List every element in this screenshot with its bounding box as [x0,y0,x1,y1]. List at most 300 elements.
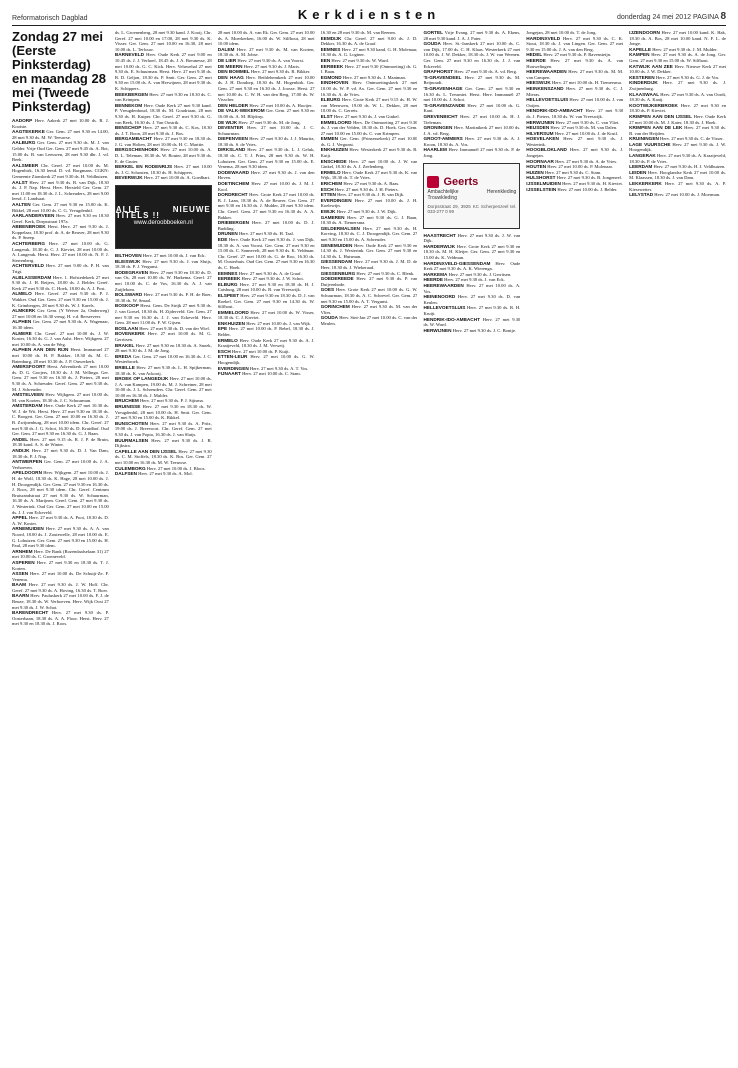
service-listing [321,36,418,47]
service-listing [115,438,212,449]
place-name: AALST [12,179,28,185]
service-listing [321,259,418,270]
service-listing [115,404,212,421]
service-details: Herv. 27 mei 10.00 ds. A. Vos. [423,283,521,294]
service-details: Herv. 27 mei 9.30 ds. A. de Vries. [555,158,618,164]
column-2 [115,30,212,1062]
service-details: Herv. Grote Kerk 27 mei 10.00 ds. G. W. Schuurman, 18.30 ds. A. C. Schrevel. Ger. Gem. 27 mei 9.30 en 15.00 ds. A. T. Vergunst. [320,287,418,304]
service-details: Herv. Grote Kerk 27 mei 9.30 en 18.30 ds. M. H. Kleijer. Ger. Gem. 27 mei 9.30 en 15.00 ds. K. Veldman. [423,243,521,261]
place-name: HEUSDEN [526,125,550,131]
service-listing [629,142,726,153]
place-name: DE LIER [217,57,237,63]
service-listing [12,140,109,162]
service-listing [423,114,520,125]
service-listing [526,97,623,108]
service-details: Herv. 27 mei 9.30 ds. A. van Houwelingen. [526,57,624,69]
service-details: Herv. 27 mei 9.30 ds. D. van der Wiel. [139,325,210,331]
place-name: ERMELO [217,337,238,343]
place-name: ETTEN [320,192,336,198]
service-listing [423,75,520,86]
service-details: Herv. 27 mei 10.00 ds. P. Molenaar. [547,164,613,170]
place-name: HUIZEN [526,169,544,175]
place-name: DIRKSLAND [217,147,246,153]
service-details: Herv. 27 mei 9.30 ds. J. W. van Dijk. [423,232,521,244]
place-name: 'S-GRAVENDEEL [423,74,462,80]
place-name: AARLANDERVEEN [12,213,55,219]
service-listing [526,86,623,97]
service-details: Herv. 27 mei 10.00 ds. J. Belder. [557,186,618,192]
advertisement-bookshop[interactable] [115,185,212,249]
service-listing [12,448,109,459]
service-listing [12,403,109,437]
place-name: BROEK OP LANGEDIJK [114,376,169,382]
service-details: Herv. 27 mei 9.15 ds. R. J. P. de Bruin, 18.30 kand. A. S. de Winter. [12,436,109,448]
service-listing [12,308,109,319]
place-name: BERGSCHENHOEK [114,147,159,153]
service-details: Herv. 27 mei 9.30 ds. W. Ward. [331,57,389,63]
service-details: Herv. 27 mei 10.00 ds. A. D. L. Teleman, 18.30 ds. W. Bouter, 28 mei 9.30 ds. E. de Gruter. [114,147,212,164]
service-details: Herv. 27 mei 9.30 ds. J. van Sluijs, 18.30 ds. P. J. Vergunst. [114,258,212,270]
place-name: GORINCHEM [320,304,350,310]
service-details: Herv. 27 mei 10.00 ds. H. Tiemersma. [551,80,622,86]
service-listing [321,147,418,158]
place-name: ARNHEM [12,548,33,554]
service-details: Herst. Immanuel 27 mei 10.00 ds. H. P. Bakker, 18.30 ds. M. C. Batenburg, 28 mei 10.30 ds. J. P. Ouwerkerk. [12,347,109,364]
place-name: AAGTEKERKE [12,129,45,135]
place-name: HOOGBLOKLAND [526,147,567,153]
service-details: Herv. St.-Janskerk 27 mei 10.00 ds. C. van Dijk, 17.00 ds. C. H. Klaas. Westerkerk 27 mei 10.00 ds. J. W. Dekker, 18.30 ds. J. W. van Weenen. Ger. Gem. 27 mei 9.30 en 16.30 ds. J. J. van Eckeveld. [423,41,521,69]
service-listing [629,125,726,136]
service-listing [423,125,520,136]
place-name: HELLEVOETSLUIS [526,97,569,103]
column-4 [321,30,418,1062]
service-details: Herv. 27 mei 10.00 ds. D. J. Budding. [217,220,315,231]
place-name: BERGAMBACHT [114,136,153,142]
service-listing [12,275,109,292]
place-name: ANDEL [12,436,29,442]
service-listing [423,41,520,69]
service-details: Herv. Immanuël 27 mei 9.30 ds. P. de Jong. [423,147,521,159]
service-listing [423,305,520,316]
service-details: Herv. 27 mei 9.30 (Ontmoeting) ds. G. J. Baan. [320,63,418,75]
page-header [12,0,726,26]
service-listing [321,97,418,114]
service-listing [115,175,212,181]
service-details: Herv. 27 mei 9.30 ds. J. van den Hoven. [217,169,315,181]
service-details: Herv. 27 mei 9.30 ds. J. Pieters, 18.30 ds. W. van Vreeswijk. [526,108,624,119]
service-details: Herv. 27 mei 9.30 ds. B. van der Heijden. [629,125,726,136]
service-details: Herv. 27 mei 9.30 ds. A. Poot, 18.30 ds. D. A. W. Koster. [12,515,109,526]
service-details: Herv. 27 mei 9.30 ds. L. H. Spijkerman, 18.30 ds. K. van Ackooij. [114,364,212,376]
service-listing [115,376,212,398]
service-details: Herv. 27 mei 9.30 ds. B. van Dijk, 18.30 ds. J. P. Nap. Herst. Herv. Hersteld Ger. Gem. 27 mei 11.00 en 18.30 ds. J. L. Schreuders, 28 mei 9.00 leesd. J. Landsaat. [12,179,109,202]
service-details: Herv. 27 mei 9.30 ds. G. J. de Vos. [655,74,720,80]
service-details: Herv. 27 mei 10.00 kand. K. Hak, 18.30 ds. A. Bos, 28 mei 10.00 kand. N. F. L. de Jonge. [629,30,727,47]
place-name: BUNSCHOTEN [114,420,148,426]
service-listing [423,328,520,334]
service-listing [423,136,520,147]
service-details: Herv. 27 mei 9.30 ds. A. de Graaf. [238,270,302,276]
service-details: Chr. Geref. 27 mei 9.00 ds. J. D. Dekker, 16.30 ds. A. de Graaf. [320,35,418,47]
service-details: Herv. 27 mei 10.00 ds. J. A. van Kampen, 19.00 ds. M. J. Schreiner, 28 mei 10.00 ds. J. L. Schreuders. Chr. Geref. Gem. 27 mei 10.00 en 16.30 ds. J. Mulder. [114,376,212,398]
service-listing [321,287,418,304]
service-details: Ger. Gem. 27 mei 9.30 en 16.30 ds. L. Treurniet. Herst. Herv. Immanuël 27 mei 10.00 ds. J. Schot. [423,85,521,103]
place-name: HOORNAAR [526,158,554,164]
service-details: Herv. 27 mei 9.30 ds. J. W. Schot. [241,276,304,282]
service-details: Herv. 27 mei 10.00 ds. G. Kant. [423,102,521,114]
service-listing [526,136,623,147]
service-listing [218,282,315,293]
service-listing [12,319,109,330]
ad-brand-name: Geerts [443,175,479,188]
service-listing [12,331,109,348]
place-name: BLEISWIJK [114,258,141,264]
service-details: Herv. 27 mei 9.30 ds. J. M. D. de Heer, 18.30 ds. J. Wiekeraad. [320,259,418,270]
service-details: Herv. 27 mei 10.00 ds. W. Visser, 18.30 ds. C. J. Kieviet. [217,309,315,321]
service-listing [423,147,520,158]
service-listing [12,347,109,364]
service-listing [321,315,418,326]
service-listing [115,471,212,477]
service-details: Herv. 27 mei 9.30 ds. M. van der Vlies. [320,304,418,315]
service-listing [218,354,315,365]
service-details: Herv. 27 mei 9.30 ds. L. J. Geluk, 18.30 ds. C. T. J. Prins, 28 mei 9.30 ds. W. H. Lohuizen. Ger. Gem. 27 mei 9.30 en 15.00 ds. E. Venema, 28 mei 9.30 idem. [217,147,315,170]
service-listing [218,30,315,47]
service-details: Herv. 27 mei 9.30 ds. J. W. Dijk. [336,209,397,214]
service-listing [423,294,520,305]
service-details: Herv. 27 mei 9.30 en 18.30 ds. H. J. Catsburg, 28 mei 10.00 ds. B. van Vreeswijk. [217,281,315,293]
service-listing [218,136,315,147]
service-details: Herv. 27 mei 9.30 ds. D. J. Van Dam, 18.30 ds. P. J. Nap. [12,448,109,459]
place-name: HILVERSUM [526,130,554,136]
service-details: Herv. 27 mei 10.00 ds. J. W. van Ginkel, 18.30 ds. A. J. Zeelenberg. [320,158,418,170]
service-details: Herv. 27 mei 9.30 ds. R. H. Kruijt. [423,305,521,316]
ad-website-link[interactable]: www.deroobboeken.nl [133,220,193,227]
service-details: Herv. 27 mei 9.30 ds. J. van Ginkel. [333,113,400,119]
place-name: HEINENOORD [423,294,456,300]
service-listing [115,259,212,270]
place-name: HARDERWIJK [423,243,456,249]
place-name: ELBURG [320,97,341,103]
service-details: Herv. 27 mei 9.30 en 18.30 ds. D. van Os, 28 mei 10.00 ds. W. Harkema. Geref. 27 mei 10.00 ds. C. de Vos, 16.30 ds. A. J. van Zuijlekom. [114,269,212,292]
service-listing [321,136,418,147]
service-listing [321,47,418,58]
place-name: KLAASWAAL [629,91,660,97]
place-name: GOUDA [423,41,441,47]
service-details: Herv. 27 mei 9.30 ds. J. van Eck. [444,277,505,283]
place-name: HEESWIJK [526,80,551,86]
place-name: ACHTERVELD [12,263,44,269]
service-details: Herv. Nieuwe Kerk 27 mei 10.00 ds. J. W. Dekker. [629,63,727,75]
service-details: Herv. 27 mei 9.30 ds. A. de Jong. Ger. Gem. 27 mei 9.30 en 15.00 ds. W. Silfhout. [629,52,727,63]
service-listing [423,86,520,103]
service-listing [115,136,212,147]
place-name: DRUNEN [217,231,238,237]
column-3 [218,30,315,1062]
service-listing [218,293,315,310]
service-listing [12,118,109,129]
service-details: Ger. Gem. (Prinsessekerk) 27 mei 10.00 ds. G. J. Vergunst. [320,136,418,147]
place-name: HERWIJNEN [526,119,555,125]
service-listing [423,30,520,41]
service-listing [629,52,726,63]
place-name: ALPHEN AAN DEN RIJN [12,347,69,353]
service-details: Herv. Oude Kerk 27 mei 9.00 en 10.45 ds. J. J. Verhoef, 18.45 ds. J. A. Breunesse, 28 mei 10.00 ds. G. C. Kick. Herv. Veluwehal 27 mei 9.30 ds. E. Schuurman. Herst. Herv. 27 mei 9.30 ds. B. D. Geljon, 18.30 ds. P. Smit. Ger. Gem. 27 mei 9.30 en 15.00 ds. A. van Herwijnen, 28 mei 9.30 ds. K. Schippers. [114,52,212,91]
service-listing [12,571,109,582]
service-listing [218,108,315,119]
place-name: ARNEMUIDEN [12,526,44,532]
service-listing [12,129,109,140]
service-details: Herv. 27 mei 9.30 ds. D. van Keulen. [423,294,521,305]
service-details: Herv. 27 mei 9.30 ds. J. B. Dijkstra. [114,437,212,449]
place-name: DEN BOMMEL [217,69,250,75]
service-details: Herv. Wijkgem. 27 mei 10.00 ds. M. van Kooten, 18.30 ds. J. C. Schuurman. [12,392,109,403]
place-name: FIJNAART [217,371,241,377]
place-name: KINDERDIJK [629,80,658,86]
place-name: GENEMUIDEN [320,242,353,248]
service-details: Herv. 27 mei 9.30 ds. C. Stam. [544,169,602,175]
service-details: Herv. Oude Kerk 27 mei 9.30 en 14.30 ds. J. Westerink. Ger. Gem. 27 mei 9.30 en 14.30 ds. L. Huisman. [320,242,418,259]
service-details: Herv. Grote Kerk 27 mei 10.00 ds. B. J. Laan, 18.30 ds. A. de Reuver. Ger. Gem. 27 mei 9.30 en 16.30 ds. J. Mulder, 28 mei 9.30 idem. Chr. Geref. Gem. 27 mei 9.30 en 16.30 ds. A. A. Bakker. [217,192,315,220]
place-name: DRIEBERGEN [217,220,249,226]
service-details: 16.30 en 28 mei 9.30 ds. M. van Reenen. [320,30,396,35]
place-name: ESCH [217,348,231,354]
header-date: donderdag 24 mei 2012 [617,14,691,21]
place-name: HELLEVOETSLUIS [423,305,466,311]
service-details: Herv. 27 mei 9.30 ds. C. Kos, 18.30 ds. J. T. Boon, 28 mei 9.30 ds. J. Bos. [114,125,212,136]
service-listing [218,371,315,377]
place-name: BEVERWIJK [114,175,143,181]
service-details: Herv. 27 mei 10.00 ds. C. Stam. [242,371,301,377]
service-listing [321,170,418,181]
place-name: ALPHEN [12,319,32,325]
place-name: ANDIJK [12,448,30,454]
service-listing [423,244,520,261]
place-name: GREVENBICHT [423,113,458,119]
place-name: LELYSTAD [629,192,654,198]
place-name: GRONINGEN [423,125,453,131]
service-details: Herv. 27 mei 9.30 ds. A. T. Vos. [249,365,309,371]
place-name: KAPELLE [629,46,652,52]
service-listing [115,421,212,438]
place-name: EINDHOVEN [320,80,349,86]
service-details: Herv. 27 mei 9.30 ds. J. J. Mauritz, 18.30 ds. S. de Vries. [217,136,315,147]
service-details: Herv. 27 mei 9.30 ds. J. B. van Dijk. [337,192,405,198]
place-name: DE MEERN [217,63,243,69]
place-name: AMERSFOORT [12,364,46,370]
place-name: EVERDINGEN [217,365,249,371]
place-name: ERICHEM [320,181,343,187]
place-name: CULEMBORG [114,465,146,471]
place-name: GORTEL [423,30,443,35]
service-details: Herv. 27 mei 10.00 ds. J. Bloos. [146,465,206,471]
service-details: Herv. 27 mei 9.30 ds. M. M. van Campen. [526,69,624,80]
service-listing [218,237,315,271]
service-listing [12,263,109,274]
service-details: Herv. 27 mei 9.30 ds. P. van Duijvenbode. [320,276,418,287]
place-name: HENDRIK-IDO-AMBACHT [423,316,480,322]
place-name: ALMKERK [12,308,36,314]
service-details: Herv. 27 mei 10.00 ds. J. H. Koelewijn. [320,197,418,209]
service-details: Herv. 27 mei 9.30 en 18.30 ds. J. G. van Holten, 28 mei 10.00 ds. H. C. Marttie. [114,136,212,147]
service-details: Herv. 27 mei 9.30 ds. J. Maatman. [342,74,406,80]
service-details: Herv. 27 mei 9.30 ds. A. Kraaijeveld, 18.30 ds. P. de Vries. [629,153,727,164]
service-details: Herv. Aakerk 27 mei 10.00 ds. R. J. Kooiste. [12,118,109,129]
service-listing [115,449,212,466]
service-listing [115,125,212,136]
service-listing [629,153,726,164]
service-details: Herv. 27 mei 10.00 ds. A. Goedhart. [143,175,211,181]
place-name: GAMEREN [320,214,345,220]
service-details: Herv. 27 mei 10.00 ds. De Schuijt-Ze. F. Venema. [12,571,109,582]
service-details: Herv. 27 mei 10.00 ds. J. van Wijk. [246,320,311,326]
place-name: CAPELLE AAN DEN IJSSEL [114,448,178,454]
place-name: EMMELOORD [320,119,352,125]
place-name: ELSPEET [217,292,240,298]
service-details: Ger. Gem. 27 mei 10.00 en 16.30 ds. J. C. Westerbroek. [114,353,212,365]
service-details: Herv. Oude Kerk 27 mei 10.30 ds. W. J. de Wit. Herst. Herv. 27 mei 9.30 en 18.30 ds. C. Boogert. Ger. Gem. 27 mei 10.00 en 16.30 ds. J. B. Zwijnenburg, 28 mei 10.00 idem. Chr. Geref. 27 mei 9.30 ds. J. G. Schot, 16.30 ds. D. Kruidhof. Oud Ger. Gem. 27 mei 9.30 en 16.30 ds. G. J. Baan. [12,403,109,437]
place-name: ENKHUIZEN [217,320,246,326]
place-name: IJSSELSTEIN [526,186,557,192]
place-name: ASPEREN [12,559,35,565]
service-details: Herv. 27 mei 10.00 ds. J. C. Schuurman. [217,125,315,136]
service-listing [526,187,623,193]
place-name: LEIDEN [629,169,647,175]
service-details: Herv. 27 mei 10.00 ds. G. Langerak, 18.30 dr. C. J. Kieviet, 28 mei 10.00 ds. A. Langerak. Herst. Herv. 27 mei 10.00 ds. N. F. J. Sterrenberg. [12,241,109,263]
place-name: KESTEREN [629,74,655,80]
service-details: Herv. 27 mei 9.30 ds. M. van Dalen. [550,125,618,131]
service-details: Ger. Gem. 27 mei 10.00 ds. J. A. Verhoeven. [12,459,109,470]
service-listing [629,80,726,91]
service-listing [218,192,315,220]
service-listing [218,326,315,337]
service-details: Herv. 27 mei 9.30 ds. M. Reijnoudt. [423,74,521,86]
service-details: Herv. 27 mei 9.30 en 18.30 ds. P. Kieviet. [629,102,727,114]
service-details: Herst. Gem. De Strijk 27 mei 9.30 ds. J. van Gorsel, 18.30 ds. H. Zijderveld. Ger. Gem. 27 mei 9.30 en 16.30 ds. J. J. van Eckeveld. Herv. Gem. 28 mei 11.00 ds. F. W. Gijsen. [114,303,212,326]
service-details: Herv. 27 mei 10.00 ds. J. de Kruif. [554,130,619,136]
service-listing [526,108,623,119]
service-listing [321,159,418,170]
service-listing [115,147,212,164]
service-listing [218,75,315,103]
place-name: APELDOORN [12,470,42,476]
service-listing [526,147,623,158]
service-listing [423,283,520,294]
service-details: Herv. 27 mei 9.30 ds. A. Baas. [343,181,400,187]
service-details: ds. L. Groenenberg, 28 mei 9.30 kand. J. Kooij. Chr. Geref. 27 mei 10.00 en 17.00, 28 mei 9.30 ds. K. Visser. Ger. Gem. 27 mei 10.00 en 16.30, 28 mei 10.00 ds. L. Terlouw. [114,30,212,52]
service-details: Herv. 27 mei 10.00 ds. J. van Eck. [142,253,206,259]
place-name: BOSLAAN [114,325,139,331]
service-details: Herv. 27 mei 10.00 ds. A. Hooijer. [249,102,313,108]
service-details: Herv. 27 mei 9.30 ds. J. W. Hoogendijk. [629,141,727,153]
service-listing [115,103,212,125]
service-details: Herv. 27 mei 10.00 ds. H. J. Tieleman. [423,113,521,125]
place-name: EWIJK [320,209,336,214]
service-details: Herv. 27 mei 9.30 ds. P. J. Sijtsma. [139,398,204,404]
place-name: KATWIJK AAN ZEE [629,63,673,69]
place-name: GIESSENBURG [320,270,356,276]
service-listing [629,170,726,181]
place-name: IJZENDOORN [629,30,660,35]
service-details: Herv. 27 mei 9.30 ds. C. J. Mieras. [526,85,624,97]
service-details: Herv. Oude Kerk 27 mei 9.30 ds. A. K. Wierenga. [423,260,521,272]
place-name: ELST [320,113,333,119]
service-details: Herv. 27 mei 10.00 ds. J. M. J. Kool. [217,181,315,192]
place-name: KAMPEN [629,52,650,58]
place-name: ELBURG [217,281,238,287]
place-name: AALTEN [12,201,31,207]
service-listing [12,526,109,548]
service-details: Herv. 27 mei 10.00 ds. J. van Ooijen. [526,97,624,108]
service-listing [115,52,212,91]
place-name: DEVENTER [217,125,244,131]
service-details: Herv. 27 mei 9.30 ds. J. C. Bontje. [452,327,517,333]
service-details: Herv. 27 mei 9.30 ds. B. Jongeneel. [556,175,623,181]
service-details: Herv. 27 mei 9.30 ds. J. Westerink. [526,136,624,147]
place-name: EGMOND [320,74,342,80]
service-details: Herv. Oude Kerk 27 mei 9.30 kand. P. Vreugdenhoud, 18.30 ds. M. Goudriaan, 28 mei 9.30 ds. H. Kuiper. Chr. Geref. 27 mei 9.30 ds. G. van Beek, 16.30 ds. J. Van Oostrik. [114,102,212,125]
service-details: Herv. Grote Kerk 27 mei 9.15 ds. H. W. van Meeuwen, 19.00 ds. W. L. Dekker, 28 mei 10.00 ds. C. Gerrets. [320,97,418,114]
service-details: Herv. Westerkerk 27 mei 9.30 ds. R. Kuijt. [320,147,418,159]
service-details: Herv. 27 mei 9.30 ds. J. H. Pieters. [334,186,399,192]
place-name: ETTEN-LEUR [217,354,248,360]
service-listing [12,241,109,263]
place-name: KOOTWIJKERBROEK [629,102,678,108]
service-details: Herv. 27 mei 9.30 kand. G. H. Molenaar, 18.30 ds. A. G. Logtner. [320,46,418,58]
place-name: BARNEVELD [114,52,145,58]
service-listing [12,549,109,560]
service-listing [115,354,212,365]
place-name: LANGERAK [629,153,656,159]
column-5 [423,30,520,1062]
place-name: GRAFHORST [423,69,454,75]
service-details: Herv. 27 mei 9.30 ds. H. Korving, 18.30 ds. C. J. Droogendijk. Ger. Gem. 27 mei 9.30 en 15.00 ds. A. Schreuder. [320,225,418,242]
service-details: Ger. Gem. 27 mei 9.30 ds. A. Wagenaar, 16.30 idem. [12,319,109,330]
logo-mark-icon [427,176,439,188]
service-details: Herv. 27 mei 9.30 ds. R. Bikker. [250,69,311,75]
service-details: Herv. 27 mei 9.30 ds. J. W. Hoff. Chr. Geref. 27 mei 9.30 ds. A. Hoving, 16.30 ds. T. Boer. [12,582,109,593]
service-details: Herv. 27 mei 9.30 ds. A. van Oordt, 18.30 ds. A. Kaaij. [629,91,727,103]
service-listing [218,310,315,321]
service-details: 28 mei 10.00 ds. A. van Ek. Ger. Gem. 27 mei 10.00 ds. A. Moerkerken, 16.00 ds. W. Silfhout, 28 mei 10.00 idem. [217,30,315,47]
service-details: Herv. 27 mei 10.00 ds. P. Kuijt. [231,348,290,354]
service-details: Herv. 27 mei 9.30 ds. C. van Vliet. [555,119,620,125]
place-name: BUURMALSEN [114,437,149,443]
place-name: EEMDIJK [320,35,342,41]
service-listing [115,292,212,303]
place-name: GOES [320,287,335,293]
service-listing [218,47,315,58]
service-details: Ger. Gem. 27 mei 9.30 en 16.00 ds. A. M. Blijdorp. [217,108,315,119]
place-name: BOVENKERK [114,331,145,337]
place-name: ALMELO [12,291,32,297]
place-name: ENKHUIZEN [320,147,348,153]
service-listing [321,215,418,226]
place-name: HEEREWAARDEN [423,283,464,288]
place-name: AADORP [12,118,33,123]
service-details: Herv. 27 mei 9.30 en 18.30 ds. D. J. van Roekel. Ger. Gem. 27 mei 9.30 en 14.30 ds. W. Silfhout. [217,292,315,310]
place-name: HARDINXVELD [526,35,561,41]
place-name: BRUINISSE [114,404,141,410]
ad-tagline: Ambachtelijke Herenkleding Trouwkleding [427,189,517,202]
advertisement-clothing[interactable] [423,163,520,229]
service-listing [526,58,623,69]
service-listing [629,92,726,103]
service-details: Herv. 27 mei 9.30 ds. A. A. van Noord, 18.00 ds. J. Zoutewelle, 28 mei 10.00 ds. E. G. Lohuizen. Ger. Gem. 27 mei 9.30 en 15.00 ds. H. Paul, 28 mei 9.30 idem. [12,526,109,549]
service-details: Herv. Pauluskerk 27 mei 10.00 ds. F. J. de Beuze, 18.30 ds. W. Verhoeven. Herv. Wijk Oost 27 mei 9.30 ds. J. W. Schot. [12,593,109,610]
service-listing [629,103,726,114]
service-listing [423,233,520,244]
